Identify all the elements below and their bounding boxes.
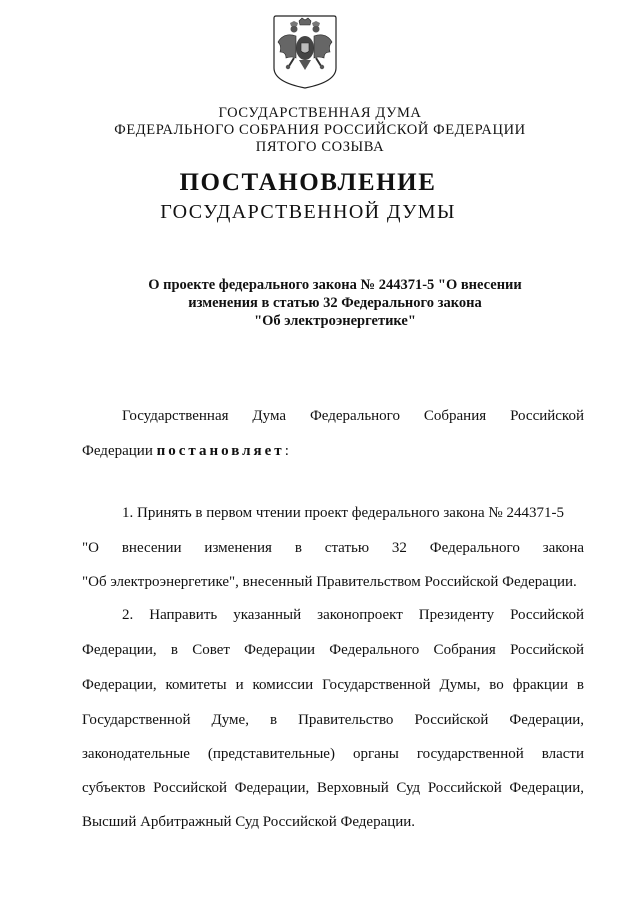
preamble-operative-word: постановляет <box>156 443 285 459</box>
double-headed-eagle-emblem-icon <box>270 12 340 90</box>
paragraph-2-line-5: законодательные (представительные) органы государственной власти <box>82 746 584 762</box>
header-convocation: ПЯТОГО СОЗЫВА <box>255 139 385 155</box>
paragraph-2-line-4: Государственной Думе, в Правительство Российской Федерации, <box>82 712 584 728</box>
header-duma: ГОСУДАРСТВЕННАЯ ДУМА <box>218 105 422 121</box>
paragraph-2-line-2: Федерации, в Совет Федерации Федерального Собрания Российской <box>82 642 584 658</box>
paragraph-2-line-7: Высший Арбитражный Суд Российской Федерации. <box>82 814 416 830</box>
preamble-suffix: : <box>284 443 289 459</box>
paragraph-1-line-2: "О внесении изменения в статью 32 Федерального закона <box>82 540 584 556</box>
subject-line-3: "Об электроэнергетике" <box>254 313 416 329</box>
subject-line-1: О проекте федерального закона № 244371-5 "О внесении <box>148 277 522 293</box>
paragraph-1-line-3: "Об электроэнергетике", внесенный Правительством Российской Федерации. <box>82 574 577 590</box>
preamble-line-1: Государственная Дума Федерального Собрания Российской <box>122 408 584 424</box>
paragraph-2-line-3: Федерации, комитеты и комиссии Государственной Думы, во фракции в <box>82 677 584 693</box>
header-federal-assembly: ФЕДЕРАЛЬНОГО СОБРАНИЯ РОССИЙСКОЙ ФЕДЕРАЦИИ <box>114 122 526 138</box>
paragraph-2-line-1: 2. Направить указанный законопроект Президенту Российской <box>122 607 584 623</box>
preamble-prefix: Федерации <box>82 443 157 459</box>
subject-line-2: изменения в статью 32 Федерального закона <box>188 295 482 311</box>
paragraph-2-line-6: субъектов Российской Федерации, Верховный Суд Российской Федерации, <box>82 780 584 796</box>
paragraph-1-line-1: 1. Принять в первом чтении проект федерального закона № 244371-5 <box>122 505 564 521</box>
document-title: ПОСТАНОВЛЕНИЕ <box>179 169 437 196</box>
preamble-line-2 <box>82 441 584 461</box>
document-subtitle: ГОСУДАРСТВЕННОЙ ДУМЫ <box>160 201 456 223</box>
